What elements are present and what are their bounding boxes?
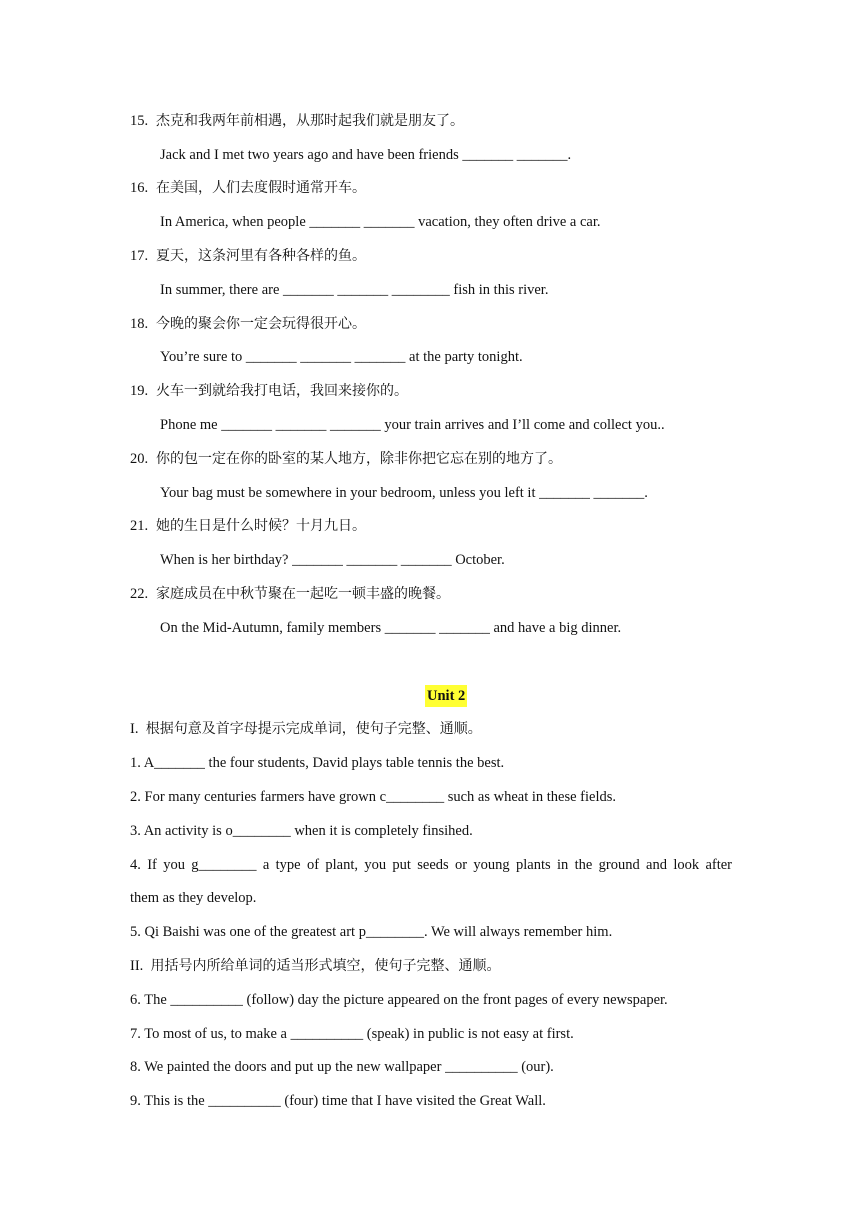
exercise-line: 3. An activity is o________ when it is completely finsihed. (130, 823, 473, 839)
exercise-line: 9. This is the __________ (four) time that I have visited the Great Wall. (130, 1093, 546, 1109)
exercise-line: 6. The __________ (follow) day the picture appeared on the front pages of every newspaper. (130, 992, 668, 1008)
chinese-sentence: 家庭成员在中秋节聚在一起吃一顿丰盛的晚餐。 (156, 586, 450, 602)
section-2-heading (130, 956, 501, 976)
unit-title: Unit 2 (425, 685, 467, 707)
item-number: 20. (130, 451, 149, 467)
chinese-sentence: 她的生日是什么时候？十月九日。 (156, 518, 366, 534)
exercise-line: 5. Qi Baishi was one of the greatest art p________. We will always remember him. (130, 924, 613, 940)
item-cn-line (130, 449, 562, 469)
chinese-sentence: 火车一到就给我打电话，我回来接你的。 (156, 383, 408, 399)
exercise-line: 7. To most of us, to make a __________ (speak) in public is not easy at first. (130, 1026, 574, 1042)
english-sentence: Jack and I met two years ago and have been friends _______ _______. (160, 147, 572, 163)
exercise-line: 2. For many centuries farmers have grown c________ such as wheat in these fields. (130, 789, 617, 805)
exercise-line: 8. We painted the doors and put up the new wallpaper __________ (our). (130, 1059, 554, 1075)
section-number: I. (130, 721, 139, 737)
item-number: 22. (130, 586, 149, 602)
exercise-line: 4. If you g________ a type of plant, you put seeds or young plants in the ground and look after (130, 857, 732, 873)
exercise-line: 1. A_______ the four students, David plays table tennis the best. (130, 755, 505, 771)
english-sentence: Your bag must be somewhere in your bedroom, unless you left it _______ _______. (160, 485, 648, 501)
item-number: 21. (130, 518, 149, 534)
item-cn-line (130, 246, 366, 266)
item-cn-line (130, 178, 366, 198)
chinese-sentence: 杰克和我两年前相遇，从那时起我们就是朋友了。 (156, 113, 464, 129)
item-number: 16. (130, 180, 149, 196)
item-cn-line (130, 314, 366, 334)
chinese-sentence: 你的包一定在你的卧室的某人地方，除非你把它忘在别的地方了。 (156, 451, 562, 467)
exercise-line-continued: them as they develop. (130, 890, 257, 906)
english-sentence: Phone me _______ _______ _______ your train arrives and I’ll come and collect you.. (160, 417, 665, 433)
item-cn-line (130, 516, 366, 536)
section-number: II. (130, 958, 144, 974)
item-cn-line (130, 381, 408, 401)
chinese-sentence: 今晚的聚会你一定会玩得很开心。 (156, 316, 366, 332)
english-sentence: When is her birthday? _______ _______ _______ October. (160, 552, 505, 568)
section-1-heading (130, 719, 482, 739)
section-instruction: 根据句意及首字母提示完成单词，使句子完整、通顺。 (145, 721, 482, 737)
english-sentence: In summer, there are _______ _______ ________ fish in this river. (160, 282, 549, 298)
english-sentence: In America, when people _______ _______ vacation, they often drive a car. (160, 214, 601, 230)
item-number: 18. (130, 316, 149, 332)
chinese-sentence: 在美国，人们去度假时通常开车。 (156, 180, 366, 196)
chinese-sentence: 夏天，这条河里有各种各样的鱼。 (156, 248, 366, 264)
item-number: 19. (130, 383, 149, 399)
item-number: 15. (130, 113, 149, 129)
item-number: 17. (130, 248, 149, 264)
section-instruction: 用括号内所给单词的适当形式填空，使句子完整、通顺。 (150, 958, 501, 974)
english-sentence: On the Mid-Autumn, family members _______ _______ and have a big dinner. (160, 620, 622, 636)
item-cn-line (130, 111, 464, 131)
item-cn-line (130, 584, 450, 604)
english-sentence: You’re sure to _______ _______ _______ at the party tonight. (160, 349, 523, 365)
